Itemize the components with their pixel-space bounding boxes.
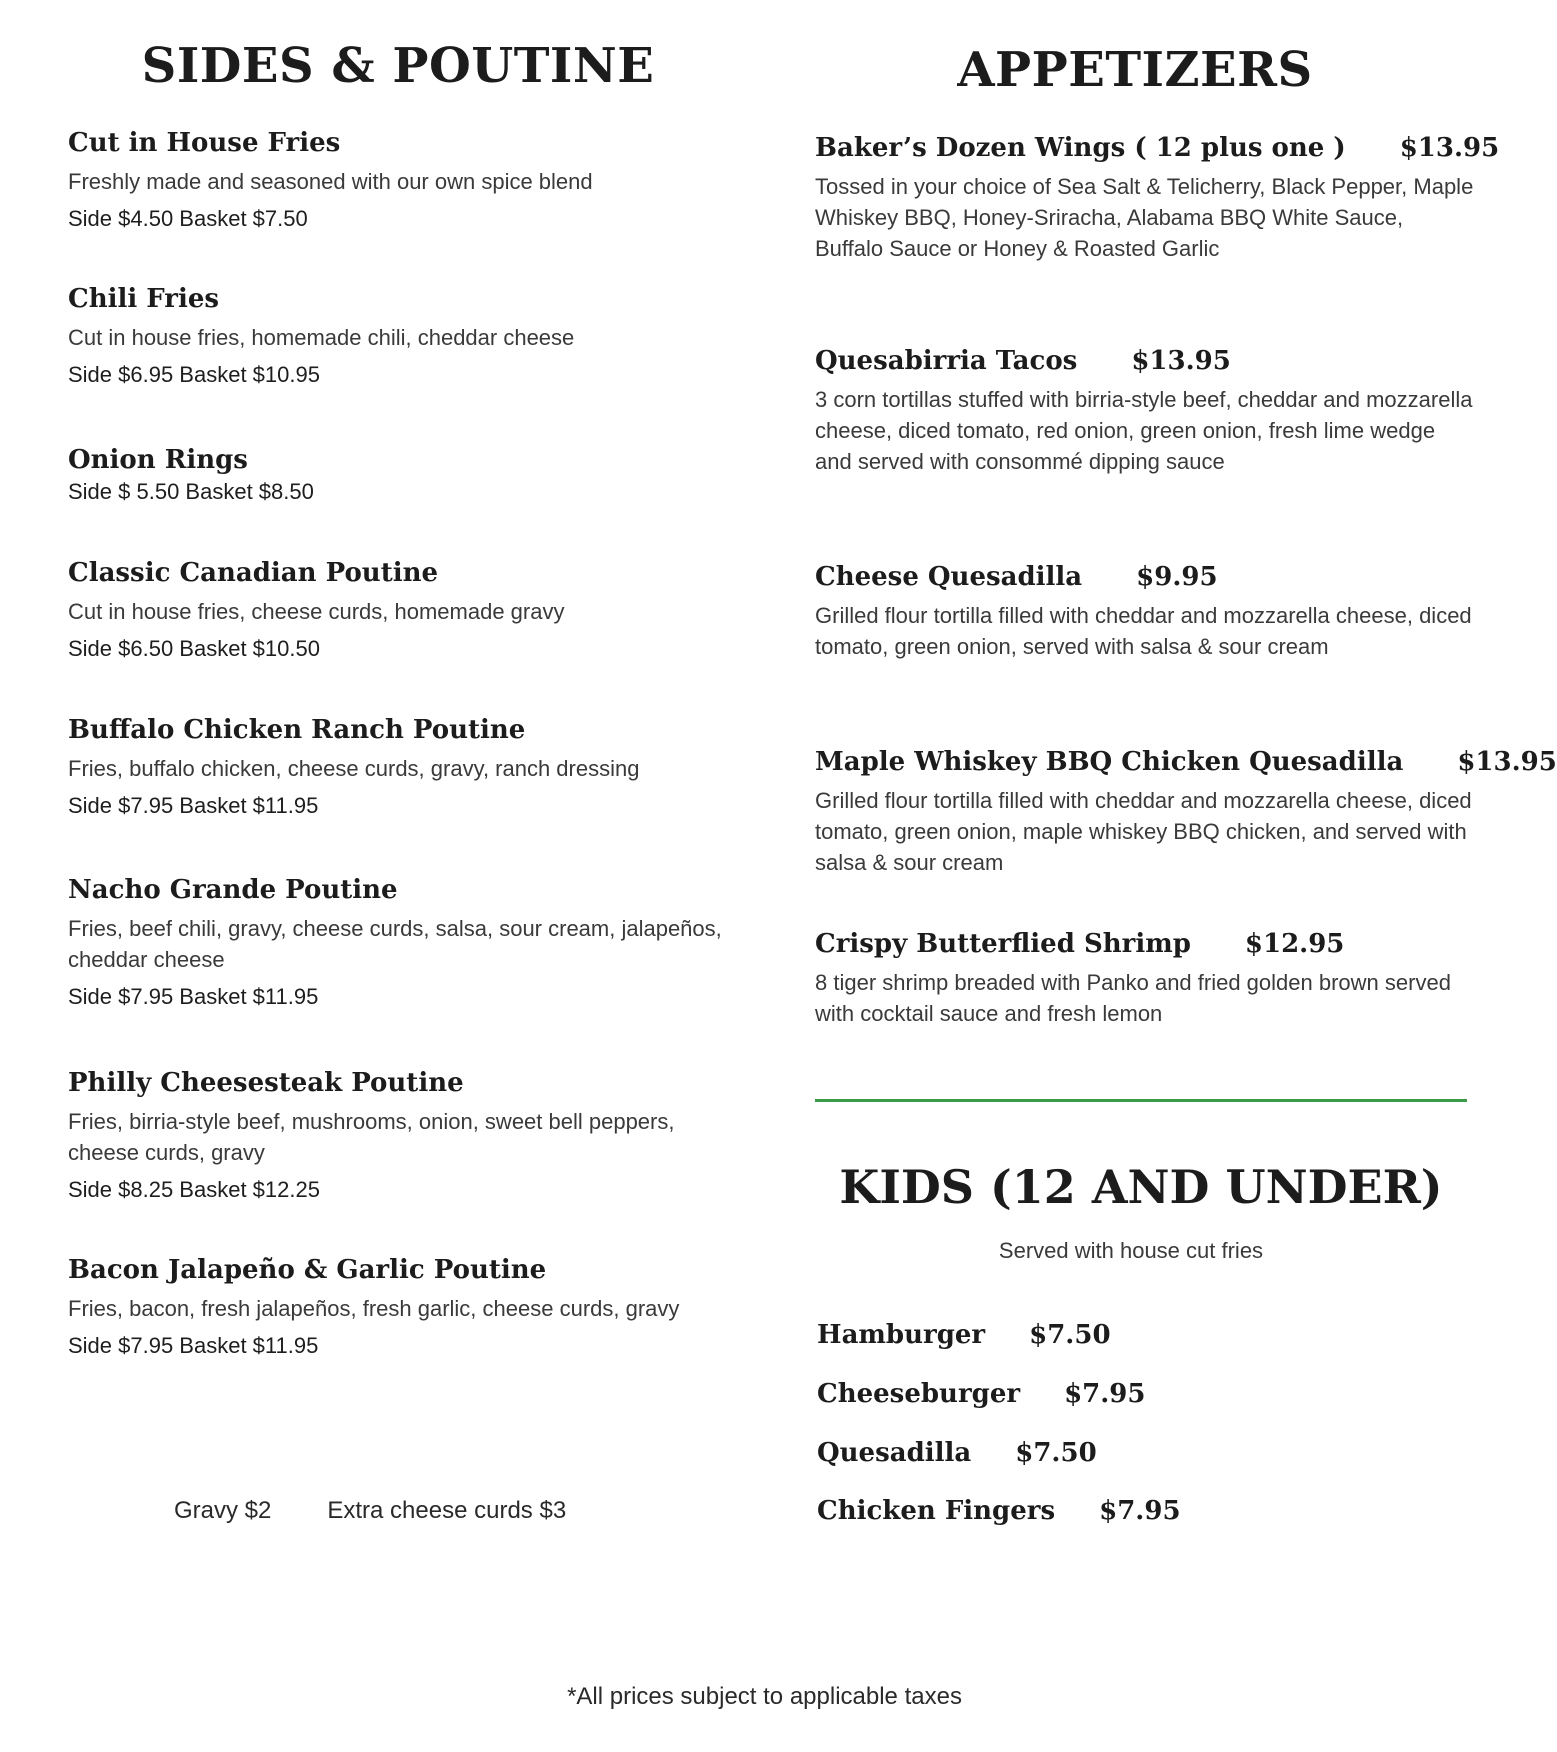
- item-name: Philly Cheesesteak Poutine: [68, 1068, 464, 1098]
- kids-item: [817, 1438, 1097, 1468]
- menu-item: [815, 560, 1475, 662]
- item-price: $9.95: [1136, 562, 1218, 592]
- item-name: Cut in House Fries: [68, 128, 341, 158]
- item-name: Bacon Jalapeño & Garlic Poutine: [68, 1255, 547, 1285]
- item-name: Baker’s Dozen Wings ( 12 plus one ): [815, 133, 1346, 163]
- menu-item: [68, 126, 728, 234]
- item-description: Fries, beef chili, gravy, cheese curds, salsa, sour cream, jalapeños, cheddar cheese: [68, 916, 722, 972]
- item-description: 8 tiger shrimp breaded with Panko and fried golden brown served with cocktail sauce and fresh lemon: [815, 970, 1451, 1026]
- item-prices: Side $ 5.50 Basket $8.50: [68, 479, 314, 504]
- item-price: $13.95: [1457, 747, 1557, 777]
- kids-item-price: $7.95: [1064, 1379, 1146, 1409]
- kids-item: [817, 1379, 1145, 1409]
- item-name: Cheese Quesadilla: [815, 562, 1083, 592]
- menu-item: [68, 282, 728, 390]
- item-name: Maple Whiskey BBQ Chicken Quesadilla: [815, 747, 1404, 777]
- item-description: Freshly made and seasoned with our own spice blend: [68, 169, 593, 194]
- kids-item-name: Chicken Fingers: [817, 1496, 1056, 1526]
- kids-item: [817, 1320, 1111, 1350]
- appetizers-title: APPETIZERS: [957, 42, 1313, 98]
- kids-item-name: Cheeseburger: [817, 1379, 1021, 1409]
- item-description: Cut in house fries, homemade chili, cheddar cheese: [68, 325, 575, 350]
- item-name: Quesabirria Tacos: [815, 346, 1078, 376]
- item-description: Fries, birria-style beef, mushrooms, onion, sweet bell peppers, cheese curds, gravy: [68, 1109, 675, 1165]
- extras-line: [174, 1497, 566, 1525]
- item-name: Buffalo Chicken Ranch Poutine: [68, 715, 526, 745]
- item-description: Tossed in your choice of Sea Salt & Telicherry, Black Pepper, Maple Whiskey BBQ, Honey-Sriracha, Alabama BBQ White Sauce, Buffalo Sauce or Honey & Roasted Garlic: [815, 174, 1474, 261]
- kids-item-price: $7.50: [1029, 1320, 1111, 1350]
- kids-item-name: Hamburger: [817, 1320, 986, 1350]
- kids-item-price: $7.50: [1015, 1438, 1097, 1468]
- item-prices: Side $8.25 Basket $12.25: [68, 1177, 320, 1202]
- kids-item-price: $7.95: [1099, 1496, 1181, 1526]
- menu-item: [815, 745, 1557, 878]
- item-description: Fries, bacon, fresh jalapeños, fresh garlic, cheese curds, gravy: [68, 1296, 680, 1321]
- item-description: Fries, buffalo chicken, cheese curds, gravy, ranch dressing: [68, 756, 640, 781]
- menu-item: [815, 344, 1475, 477]
- item-description: 3 corn tortillas stuffed with birria-style beef, cheddar and mozzarella cheese, diced tomato, red onion, green onion, fresh lime wedge and served with consommé dipping sauce: [815, 387, 1473, 474]
- menu-item: [68, 713, 728, 821]
- item-prices: Side $7.95 Basket $11.95: [68, 1333, 319, 1358]
- kids-subtitle: Served with house cut fries: [998, 1238, 1264, 1263]
- section-divider: [815, 1099, 1467, 1102]
- tax-footnote: *All prices subject to applicable taxes: [567, 1683, 962, 1710]
- item-name: Nacho Grande Poutine: [68, 875, 398, 905]
- item-prices: Side $7.95 Basket $11.95: [68, 984, 319, 1009]
- menu-item: [815, 131, 1500, 264]
- menu-item: [68, 443, 728, 507]
- kids-item-name: Quesadilla: [817, 1438, 972, 1468]
- item-description: Cut in house fries, cheese curds, homemade gravy: [68, 599, 565, 624]
- item-description: Grilled flour tortilla filled with cheddar and mozzarella cheese, diced tomato, green onion, served with salsa & sour cream: [815, 603, 1472, 659]
- item-prices: Side $6.50 Basket $10.50: [68, 636, 320, 661]
- item-name: Chili Fries: [68, 284, 220, 314]
- menu-item: [68, 1066, 728, 1205]
- menu-item: [68, 556, 728, 664]
- kids-item: [817, 1496, 1181, 1526]
- item-name: Classic Canadian Poutine: [68, 558, 439, 588]
- item-price: $13.95: [1399, 133, 1500, 163]
- item-name: Onion Rings: [68, 445, 248, 475]
- menu-item: [68, 873, 728, 1012]
- sides-title: SIDES & POUTINE: [141, 38, 655, 94]
- item-name: Crispy Butterflied Shrimp: [815, 929, 1191, 959]
- item-description: Grilled flour tortilla filled with cheddar and mozzarella cheese, diced tomato, green onion, maple whiskey BBQ chicken, and served with salsa & sour cream: [815, 788, 1472, 875]
- item-price: $13.95: [1131, 346, 1231, 376]
- item-prices: Side $4.50 Basket $7.50: [68, 206, 308, 231]
- item-prices: Side $6.95 Basket $10.95: [68, 362, 320, 387]
- extra-gravy: Gravy $2: [174, 1497, 272, 1524]
- kids-title: KIDS (12 AND UNDER): [839, 1160, 1443, 1214]
- menu-item: [68, 1253, 728, 1361]
- item-price: $12.95: [1244, 929, 1345, 959]
- extra-cheese-curds: Extra cheese curds $3: [327, 1497, 567, 1524]
- menu-item: [815, 927, 1475, 1029]
- item-prices: Side $7.95 Basket $11.95: [68, 793, 319, 818]
